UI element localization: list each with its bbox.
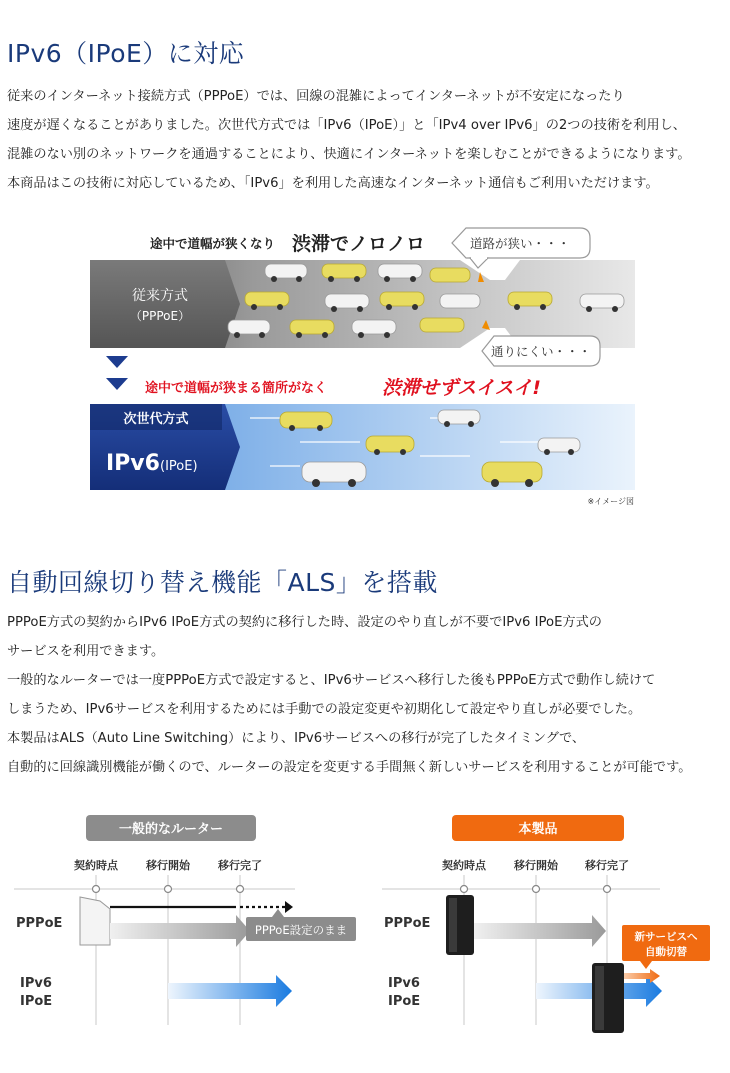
right-panel-this-product (382, 815, 710, 1033)
old-label-line1: 従来方式 (132, 288, 188, 304)
new-caption-big: 渋滞せずスイスイ! (382, 377, 541, 399)
left-note-text: PPPoE設定のまま (254, 923, 348, 937)
ipv6-traffic-diagram (0, 220, 730, 515)
left-row-ipv6: IPv6 (20, 976, 52, 991)
text-line: 従来のインターネット接続方式（PPPoE）では、回線の混雑によってインターネットが不安定になったり (7, 89, 625, 104)
text-line: しまうため、IPv6サービスを利用するためには手動での設定変更や初期化して設定やり直しが必要でした。 (7, 702, 642, 717)
right-row-pppoe: PPPoE (384, 916, 431, 931)
text-line: 混雑のない別のネットワークを通過することにより、快適にインターネットを楽しむことができるようになります。 (7, 147, 691, 162)
bubble-bottom (482, 336, 600, 366)
new-label-main: IPv6 (106, 451, 160, 476)
bubble-top-text: 道路が狭い・・・ (469, 236, 571, 251)
right-note-line1: 新サービスへ (634, 931, 698, 943)
right-note-line2: 自動切替 (645, 946, 687, 958)
new-label-line1: 次世代方式 (123, 412, 189, 427)
text-line: 本製品はALS（Auto Line Switching）により、IPv6サービスへの移行が完了したタイミングで、 (7, 731, 586, 746)
section-title-als: 自動回線切り替え機能「ALS」を搭載 (7, 568, 438, 597)
section-ipv6-description (7, 82, 727, 198)
left-ipv6-arrow (168, 975, 292, 1007)
section-title-ipv6: IPv6（IPoE）に対応 (7, 39, 245, 68)
old-label-box (90, 260, 240, 348)
text-line: 一般的なルーターでは一度PPPoE方式で設定すると、IPv6サービスへ移行した後もPPPoE方式で動作し続けて (7, 673, 656, 688)
right-pppoe-arrow (474, 915, 606, 947)
section-als-description (7, 608, 727, 782)
image-note: ※イメージ図 (587, 497, 634, 506)
new-caption-small: 途中で道幅が狭まる箇所がなく (145, 381, 328, 396)
left-pppoe-arrow (110, 915, 250, 947)
left-panel-general-router (14, 815, 356, 1025)
right-time-start: 移行開始 (514, 859, 558, 872)
text-line: 本商品はこの技術に対応しているため、「IPv6」を利用した高速なインターネット通信もご利用いただけます。 (7, 176, 659, 191)
left-row-ipoe: IPoE (20, 994, 53, 1009)
text-line: 速度が遅くなることがありました。次世代方式では「IPv6（IPoE）」と「IPv4 over IPv6」の2つの技術を利用し、 (7, 118, 686, 133)
old-caption-big: 渋滞でノロノロ (292, 233, 426, 255)
left-time-complete: 移行完了 (218, 859, 262, 872)
left-header-text: 一般的なルーター (118, 822, 224, 837)
old-label-line2: （PPPoE） (129, 309, 191, 323)
down-arrow-icon (106, 356, 128, 368)
left-time-start: 移行開始 (146, 859, 190, 872)
arrow-right-icon (285, 901, 293, 913)
left-row-pppoe: PPPoE (16, 916, 63, 931)
down-arrow-icon (106, 378, 128, 390)
als-comparison-diagram (0, 805, 730, 1065)
text-line: 自動的に回線識別機能が働くので、ルーターの設定を変更する手間無く新しいサービスを利用することが可能です。 (7, 760, 692, 775)
left-time-contract: 契約時点 (74, 859, 118, 872)
generic-router-icon (80, 897, 110, 945)
right-time-contract: 契約時点 (442, 859, 486, 872)
right-row-ipv6: IPv6 (388, 976, 420, 991)
text-line: PPPoE方式の契約からIPv6 IPoE方式の契約に移行した時、設定のやり直しが不要でIPv6 IPoE方式の (7, 615, 602, 630)
right-time-complete: 移行完了 (585, 859, 629, 872)
new-label-sub: (IPoE) (160, 459, 198, 474)
right-header-text: 本製品 (518, 822, 558, 837)
old-caption-small: 途中で道幅が狭くなり (150, 236, 276, 251)
bubble-bottom-text: 通りにくい・・・ (490, 344, 592, 359)
text-line: サービスを利用できます。 (7, 644, 165, 659)
right-row-ipoe: IPoE (388, 994, 421, 1009)
